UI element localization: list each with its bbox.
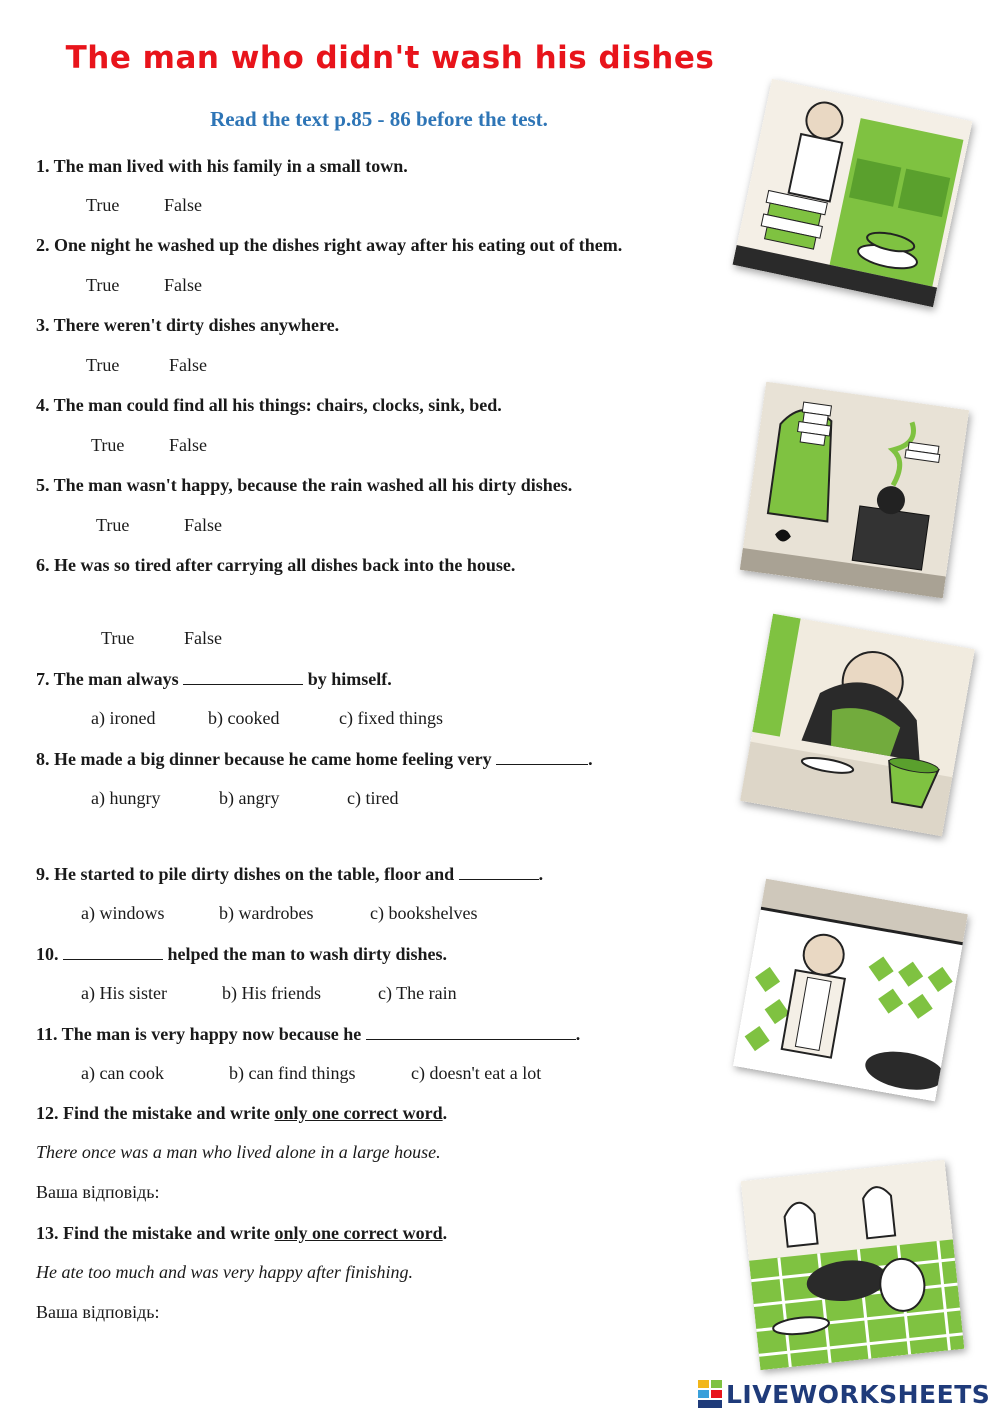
q2-option-true[interactable]: True bbox=[86, 275, 120, 295]
q8-option-a[interactable]: a) hungry bbox=[91, 788, 161, 808]
q8-text-start: 8. He made a big dinner because he came home feeling very bbox=[36, 749, 492, 769]
question-12 bbox=[36, 1103, 447, 1124]
question-9 bbox=[36, 863, 543, 885]
q13-answer-input[interactable] bbox=[180, 1300, 484, 1324]
q9-option-a[interactable]: a) windows bbox=[81, 903, 165, 923]
q9-text-end: . bbox=[538, 864, 544, 884]
liveworksheets-logo-icon bbox=[698, 1380, 722, 1408]
question-8 bbox=[36, 748, 593, 770]
q7-option-c[interactable]: c) fixed things bbox=[339, 708, 443, 728]
illustration-table-dishes bbox=[741, 1160, 965, 1370]
q9-blank bbox=[459, 863, 539, 880]
q12-text-start: 12. Find the mistake and write bbox=[36, 1103, 270, 1123]
q12-underlined-text: only one correct word bbox=[274, 1103, 443, 1123]
q2-option-false[interactable]: False bbox=[164, 275, 202, 295]
question-6: 6. He was so tired after carrying all dishes back into the house. bbox=[36, 555, 516, 575]
question-13 bbox=[36, 1223, 447, 1244]
q10-blank bbox=[63, 943, 163, 960]
q4-option-true[interactable]: True bbox=[91, 435, 125, 455]
q7-text-start: 7. The man always bbox=[36, 669, 179, 689]
q3-option-true[interactable]: True bbox=[86, 355, 120, 375]
q11-blank bbox=[366, 1023, 576, 1040]
q11-text-end: . bbox=[575, 1024, 581, 1044]
illustration-man-with-dishes-graphic bbox=[732, 79, 972, 307]
illustration-man-with-dishes bbox=[732, 79, 972, 307]
q9-option-c[interactable]: c) bookshelves bbox=[370, 903, 478, 923]
question-7 bbox=[36, 668, 392, 690]
illustration-man-eating bbox=[740, 614, 975, 837]
illustration-happy-man bbox=[733, 879, 968, 1102]
q13-text-end: . bbox=[442, 1223, 448, 1243]
q6-option-true[interactable]: True bbox=[101, 628, 135, 648]
q3-option-false[interactable]: False bbox=[169, 355, 207, 375]
q12-answer-label: Ваша відповідь: bbox=[36, 1182, 160, 1202]
q5-option-false[interactable]: False bbox=[184, 515, 222, 535]
q5-option-true[interactable]: True bbox=[96, 515, 130, 535]
q10-option-b[interactable]: b) His friends bbox=[222, 983, 321, 1003]
q1-option-false[interactable]: False bbox=[164, 195, 202, 215]
illustration-table-dishes-graphic bbox=[741, 1160, 965, 1370]
liveworksheets-logo bbox=[698, 1378, 990, 1410]
q1-option-true[interactable]: True bbox=[86, 195, 120, 215]
q12-text-end: . bbox=[442, 1103, 448, 1123]
q13-text-start: 13. Find the mistake and write bbox=[36, 1223, 270, 1243]
page-subtitle: Read the text p.85 - 86 before the test. bbox=[210, 107, 548, 131]
question-10 bbox=[36, 943, 447, 965]
q12-sentence: There once was a man who lived alone in a large house. bbox=[36, 1142, 441, 1162]
q7-blank bbox=[183, 668, 303, 685]
q8-option-c[interactable]: c) tired bbox=[347, 788, 399, 808]
question-5: 5. The man wasn't happy, because the rain washed all his dirty dishes. bbox=[36, 475, 573, 495]
q10-option-a[interactable]: a) His sister bbox=[81, 983, 167, 1003]
q10-option-c[interactable]: c) The rain bbox=[378, 983, 457, 1003]
q11-text-start: 11. The man is very happy now because he bbox=[36, 1024, 362, 1044]
q7-option-a[interactable]: a) ironed bbox=[91, 708, 156, 728]
illustration-happy-man-graphic bbox=[733, 879, 968, 1102]
question-2: 2. One night he washed up the dishes right away after his eating out of them. bbox=[36, 235, 623, 255]
q9-text-start: 9. He started to pile dirty dishes on the table, floor and bbox=[36, 864, 455, 884]
q12-answer-input[interactable] bbox=[180, 1180, 484, 1204]
q4-option-false[interactable]: False bbox=[169, 435, 207, 455]
liveworksheets-logo-text: LIVEWORKSHEETS bbox=[726, 1379, 991, 1409]
q7-option-b[interactable]: b) cooked bbox=[208, 708, 280, 728]
q8-text-end: . bbox=[588, 749, 593, 769]
illustration-chair-with-dishes-graphic bbox=[740, 382, 969, 599]
q8-blank bbox=[496, 748, 588, 765]
question-1: 1. The man lived with his family in a small town. bbox=[36, 156, 408, 176]
q13-answer-label: Ваша відповідь: bbox=[36, 1302, 160, 1322]
q8-option-b[interactable]: b) angry bbox=[219, 788, 280, 808]
q11-option-a[interactable]: a) can cook bbox=[81, 1063, 164, 1083]
q11-option-b[interactable]: b) can find things bbox=[229, 1063, 356, 1083]
page-title: The man who didn't wash his dishes bbox=[65, 40, 715, 76]
q11-option-c[interactable]: c) doesn't eat a lot bbox=[411, 1063, 542, 1083]
illustration-chair-with-dishes bbox=[740, 382, 969, 599]
illustration-man-eating-graphic bbox=[740, 614, 975, 837]
q6-option-false[interactable]: False bbox=[184, 628, 222, 648]
q13-underlined-text: only one correct word bbox=[274, 1223, 443, 1243]
q9-option-b[interactable]: b) wardrobes bbox=[219, 903, 314, 923]
q10-number: 10. bbox=[36, 944, 59, 964]
question-4: 4. The man could find all his things: chairs, clocks, sink, bed. bbox=[36, 395, 502, 415]
q13-sentence: He ate too much and was very happy after finishing. bbox=[36, 1262, 413, 1282]
question-3: 3. There weren't dirty dishes anywhere. bbox=[36, 315, 340, 335]
q10-text-end: helped the man to wash dirty dishes. bbox=[167, 944, 448, 964]
question-11 bbox=[36, 1023, 580, 1045]
q7-text-end: by himself. bbox=[307, 669, 392, 689]
